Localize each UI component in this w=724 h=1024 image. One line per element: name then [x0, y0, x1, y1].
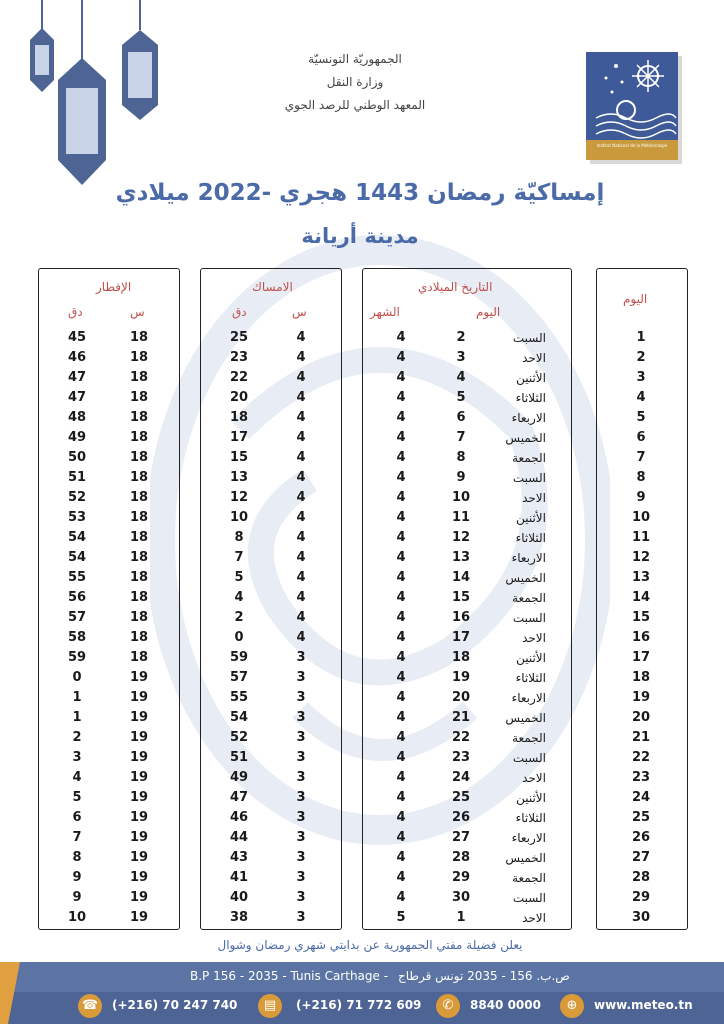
imsak-min-label: دق: [232, 305, 247, 319]
iftar-minute-cell: 10: [67, 910, 87, 925]
ramadan-day-cell: 28: [631, 870, 651, 885]
gregorian-day-cell: 30: [451, 890, 471, 905]
website-link[interactable]: www.meteo.tn: [594, 998, 693, 1012]
iftar-min-label: دق: [68, 305, 83, 319]
gregorian-day-cell: 29: [451, 870, 471, 885]
imsak-hour-cell: 3: [296, 890, 306, 905]
gregorian-day-label: اليوم: [476, 305, 501, 319]
ramadan-day-cell: 9: [636, 490, 646, 505]
gregorian-month-cell: 4: [396, 750, 406, 765]
weekday-cell: السبت: [512, 331, 546, 345]
weekday-cell: الثلاثاء: [515, 391, 546, 405]
weekday-cell: الخميس: [505, 851, 546, 865]
iftar-hour-cell: 18: [129, 590, 149, 605]
ramadan-day-column: [626, 328, 656, 928]
imsak-minute-cell: 43: [229, 850, 249, 865]
footer-address-bar: [0, 962, 724, 992]
iftar-hour-cell: 18: [129, 550, 149, 565]
imsak-minute-cell: 10: [229, 510, 249, 525]
imsak-hour-cell: 3: [296, 710, 306, 725]
gregorian-month-cell: 4: [396, 770, 406, 785]
iftar-minute-cell: 57: [67, 610, 87, 625]
iftar-hour-cell: 18: [129, 370, 149, 385]
gregorian-month-cell: 4: [396, 450, 406, 465]
imsak-minute-cell: 17: [229, 430, 249, 445]
imsak-hour-cell: 3: [296, 670, 306, 685]
header-ministry: وزارة النقل: [326, 75, 384, 89]
imsak-minute-cell: 12: [229, 490, 249, 505]
fax-icon: ▤: [258, 994, 282, 1018]
iftar-minute-cell: 53: [67, 510, 87, 525]
iftar-hour-cell: 18: [129, 630, 149, 645]
iftar-minute-cell: 55: [67, 570, 87, 585]
ramadan-day-cell: 6: [636, 430, 646, 445]
ramadan-day-cell: 27: [631, 850, 651, 865]
ramadan-day-cell: 26: [631, 830, 651, 845]
imsak-hour-cell: 4: [296, 530, 306, 545]
gregorian-header: التاريخ الميلادي: [418, 280, 493, 294]
iftar-minute-cell: 1: [72, 690, 82, 705]
iftar-hour-cell: 19: [129, 850, 149, 865]
gregorian-month-cell: 4: [396, 890, 406, 905]
gregorian-day-cell: 24: [451, 770, 471, 785]
iftar-minute-cell: 51: [67, 470, 87, 485]
ramadan-day-cell: 8: [636, 470, 646, 485]
header-institute: المعهد الوطني للرصد الجوي: [284, 98, 426, 112]
imsak-minute-cell: 55: [229, 690, 249, 705]
iftar-hour-cell: 19: [129, 710, 149, 725]
gregorian-day-cell: 2: [456, 330, 466, 345]
weekday-cell: الاحد: [522, 491, 546, 505]
gregorian-day-cell: 12: [451, 530, 471, 545]
imsak-hour-cell: 3: [296, 770, 306, 785]
weekday-cell: الأثنين: [516, 651, 546, 665]
iftar-minute-cell: 54: [67, 550, 87, 565]
imsak-minute-cell: 22: [229, 370, 249, 385]
imsak-minute-cell: 49: [229, 770, 249, 785]
ramadan-day-cell: 20: [631, 710, 651, 725]
imsak-hour-cell: 4: [296, 610, 306, 625]
iftar-minute-cell: 45: [67, 330, 87, 345]
weekday-cell: الخميس: [505, 711, 546, 725]
ramadan-day-cell: 23: [631, 770, 651, 785]
weekday-cell: الاربعاء: [511, 411, 546, 425]
lanterns-decoration: [20, 0, 180, 200]
weekday-cell: الثلاثاء: [515, 531, 546, 545]
imsak-minute-cell: 40: [229, 890, 249, 905]
imsak-minute-cell: 7: [234, 550, 244, 565]
gregorian-day-cell: 1: [456, 910, 466, 925]
iftar-hour-cell: 18: [129, 610, 149, 625]
ramadan-day-cell: 24: [631, 790, 651, 805]
iftar-minute-cell: 58: [67, 630, 87, 645]
gregorian-day-cell: 8: [456, 450, 466, 465]
iftar-minute-cell: 8: [72, 850, 82, 865]
iftar-minute-cell: 6: [72, 810, 82, 825]
weekday-cell: الاربعاء: [511, 691, 546, 705]
footer: [0, 962, 724, 1024]
imsak-hours-column: [286, 328, 316, 928]
weekday-cell: الأثنين: [516, 791, 546, 805]
gregorian-day-column: [446, 328, 476, 928]
iftar-minute-cell: 3: [72, 750, 82, 765]
weekday-cell: الثلاثاء: [515, 811, 546, 825]
gregorian-day-cell: 22: [451, 730, 471, 745]
imsak-minute-cell: 20: [229, 390, 249, 405]
weekday-cell: السبت: [512, 471, 546, 485]
imsak-minute-cell: 52: [229, 730, 249, 745]
ramadan-day-cell: 16: [631, 630, 651, 645]
weekday-cell: السبت: [512, 751, 546, 765]
imsak-minute-cell: 59: [229, 650, 249, 665]
imsak-minute-cell: 18: [229, 410, 249, 425]
iftar-minute-cell: 4: [72, 770, 82, 785]
gregorian-day-cell: 4: [456, 370, 466, 385]
gregorian-month-cell: 4: [396, 490, 406, 505]
imsak-minute-cell: 41: [229, 870, 249, 885]
gregorian-month-cell: 4: [396, 830, 406, 845]
imsak-hour-cell: 3: [296, 650, 306, 665]
imsak-hour-cell: 3: [296, 870, 306, 885]
gregorian-month-cell: 4: [396, 690, 406, 705]
imsak-minute-cell: 54: [229, 710, 249, 725]
weekday-cell: الجمعة: [512, 591, 546, 605]
imsak-minute-cell: 46: [229, 810, 249, 825]
gregorian-month-cell: 4: [396, 430, 406, 445]
iftar-hour-cell: 18: [129, 530, 149, 545]
iftar-box: [38, 268, 180, 930]
imsak-hour-cell: 4: [296, 370, 306, 385]
gregorian-day-cell: 20: [451, 690, 471, 705]
iftar-hour-cell: 18: [129, 430, 149, 445]
iftar-minute-cell: 52: [67, 490, 87, 505]
gregorian-day-cell: 11: [451, 510, 471, 525]
iftar-hour-cell: 18: [129, 330, 149, 345]
gregorian-day-cell: 25: [451, 790, 471, 805]
weekday-cell: الاحد: [522, 911, 546, 925]
iftar-hour-cell: 18: [129, 570, 149, 585]
phone-number-2[interactable]: (+216) 71 772 609: [296, 998, 422, 1012]
imsak-hour-cell: 3: [296, 850, 306, 865]
iftar-hour-label: س: [130, 305, 145, 319]
gregorian-month-cell: 4: [396, 330, 406, 345]
gregorian-month-cell: 4: [396, 850, 406, 865]
address-arabic: ص.ب. 156 - 2035 تونس قرطاج: [398, 969, 570, 983]
weekday-cell: السبت: [512, 891, 546, 905]
page-title: إمساكيّة رمضان 1443 هجري -2022 ميلادي: [115, 180, 605, 206]
weekday-cell: الاحد: [522, 351, 546, 365]
imsak-minute-cell: 2: [234, 610, 244, 625]
iftar-minute-cell: 7: [72, 830, 82, 845]
gregorian-month-cell: 4: [396, 610, 406, 625]
ramadan-day-cell: 22: [631, 750, 651, 765]
iftar-minute-cell: 0: [72, 670, 82, 685]
ramadan-day-cell: 1: [636, 330, 646, 345]
imsak-minute-cell: 23: [229, 350, 249, 365]
imsak-hour-cell: 3: [296, 730, 306, 745]
imsak-hour-cell: 4: [296, 410, 306, 425]
gregorian-month-cell: 4: [396, 650, 406, 665]
imsak-minute-cell: 13: [229, 470, 249, 485]
imsak-hour-cell: 3: [296, 750, 306, 765]
day-header: اليوم: [623, 292, 648, 306]
gregorian-day-cell: 16: [451, 610, 471, 625]
ramadan-day-cell: 5: [636, 410, 646, 425]
imsak-hour-cell: 4: [296, 390, 306, 405]
iftar-hour-cell: 19: [129, 830, 149, 845]
gregorian-month-cell: 5: [396, 910, 406, 925]
call-icon: ✆: [436, 994, 460, 1018]
address-french: B.P 156 - 2035 - Tunis Carthage -: [190, 969, 389, 983]
iftar-hour-cell: 19: [129, 870, 149, 885]
gregorian-month-cell: 4: [396, 510, 406, 525]
logo-band: [586, 140, 678, 160]
gregorian-month-cell: 4: [396, 410, 406, 425]
ramadan-day-cell: 3: [636, 370, 646, 385]
gregorian-month-cell: 4: [396, 730, 406, 745]
weekday-cell: الاحد: [522, 631, 546, 645]
weekday-cell: الجمعة: [512, 451, 546, 465]
imsak-hour-cell: 4: [296, 510, 306, 525]
phone-icon: ☎: [78, 994, 102, 1018]
gregorian-day-cell: 23: [451, 750, 471, 765]
iftar-hour-cell: 18: [129, 510, 149, 525]
imsak-hour-cell: 4: [296, 630, 306, 645]
imsak-hour-label: س: [292, 305, 307, 319]
weekday-cell: الاربعاء: [511, 831, 546, 845]
globe-icon: ⊕: [560, 994, 584, 1018]
imsak-box: [200, 268, 342, 930]
imsak-hour-cell: 3: [296, 830, 306, 845]
gregorian-day-cell: 27: [451, 830, 471, 845]
iftar-minute-cell: 47: [67, 370, 87, 385]
iftar-minute-cell: 59: [67, 650, 87, 665]
ramadan-day-cell: 10: [631, 510, 651, 525]
ramadan-day-cell: 18: [631, 670, 651, 685]
imsak-hour-cell: 4: [296, 350, 306, 365]
imsak-hour-cell: 3: [296, 810, 306, 825]
gregorian-day-cell: 3: [456, 350, 466, 365]
iftar-minute-cell: 47: [67, 390, 87, 405]
gregorian-day-cell: 14: [451, 570, 471, 585]
ramadan-day-cell: 4: [636, 390, 646, 405]
iftar-hour-cell: 19: [129, 670, 149, 685]
ramadan-day-cell: 15: [631, 610, 651, 625]
imsak-minute-cell: 47: [229, 790, 249, 805]
imsak-hour-cell: 4: [296, 470, 306, 485]
imsak-hour-cell: 4: [296, 330, 306, 345]
ramadan-day-cell: 30: [631, 910, 651, 925]
imsak-minute-cell: 5: [234, 570, 244, 585]
imsak-hour-cell: 4: [296, 570, 306, 585]
iftar-minute-cell: 9: [72, 870, 82, 885]
iftar-minute-cell: 54: [67, 530, 87, 545]
weekday-cell: السبت: [512, 611, 546, 625]
phone-number-3[interactable]: 8840 0000: [470, 998, 541, 1012]
ramadan-day-cell: 11: [631, 530, 651, 545]
iftar-minute-cell: 9: [72, 890, 82, 905]
ramadan-day-cell: 19: [631, 690, 651, 705]
gregorian-day-cell: 21: [451, 710, 471, 725]
gregorian-month-cell: 4: [396, 710, 406, 725]
imsak-hour-cell: 4: [296, 490, 306, 505]
iftar-hour-cell: 18: [129, 410, 149, 425]
gregorian-day-cell: 9: [456, 470, 466, 485]
iftar-hour-cell: 19: [129, 810, 149, 825]
iftar-minute-cell: 2: [72, 730, 82, 745]
iftar-hour-cell: 18: [129, 350, 149, 365]
imsak-minute-cell: 8: [234, 530, 244, 545]
ramadan-day-cell: 7: [636, 450, 646, 465]
weekday-column: [480, 328, 546, 928]
weekday-cell: الأثنين: [516, 511, 546, 525]
iftar-hour-cell: 19: [129, 730, 149, 745]
iftar-hour-cell: 18: [129, 390, 149, 405]
gregorian-month-cell: 4: [396, 630, 406, 645]
imsak-minute-cell: 25: [229, 330, 249, 345]
ministry-header: [230, 48, 480, 117]
weekday-cell: الخميس: [505, 431, 546, 445]
gregorian-month-cell: 4: [396, 590, 406, 605]
imsak-minute-cell: 4: [234, 590, 244, 605]
logo-star-icon: [586, 52, 678, 140]
iftar-minute-cell: 50: [67, 450, 87, 465]
gregorian-month-label: الشهر: [370, 305, 400, 319]
imsak-hour-cell: 3: [296, 790, 306, 805]
gregorian-day-cell: 28: [451, 850, 471, 865]
weekday-cell: الاربعاء: [511, 551, 546, 565]
iftar-minute-cell: 49: [67, 430, 87, 445]
imsak-header: الامساك: [252, 280, 293, 294]
iftar-minute-cell: 46: [67, 350, 87, 365]
imsak-minute-cell: 15: [229, 450, 249, 465]
gregorian-day-cell: 13: [451, 550, 471, 565]
gregorian-month-cell: 4: [396, 530, 406, 545]
gregorian-month-cell: 4: [396, 570, 406, 585]
imsak-hour-cell: 4: [296, 550, 306, 565]
logo-text: Institut National de la Météorologie: [596, 143, 668, 148]
imsak-minute-cell: 57: [229, 670, 249, 685]
iftar-minute-cell: 56: [67, 590, 87, 605]
iftar-hour-cell: 19: [129, 690, 149, 705]
imsak-minute-cell: 51: [229, 750, 249, 765]
weekday-cell: الجمعة: [512, 871, 546, 885]
weekday-cell: الخميس: [505, 571, 546, 585]
gregorian-day-cell: 5: [456, 390, 466, 405]
ramadan-day-cell: 29: [631, 890, 651, 905]
ramadan-day-cell: 17: [631, 650, 651, 665]
header-republic: الجمهوريّة التونسيّة: [308, 52, 402, 66]
ramadan-day-cell: 25: [631, 810, 651, 825]
gregorian-month-cell: 4: [396, 390, 406, 405]
gregorian-month-cell: 4: [396, 870, 406, 885]
iftar-hour-cell: 18: [129, 450, 149, 465]
gregorian-month-cell: 4: [396, 810, 406, 825]
imsak-hour-cell: 3: [296, 910, 306, 925]
iftar-hour-cell: 19: [129, 910, 149, 925]
city-subtitle: مدينة أريانة: [301, 224, 419, 248]
imsak-minutes-column: [224, 328, 254, 928]
weekday-cell: الأثنين: [516, 371, 546, 385]
ramadan-day-cell: 12: [631, 550, 651, 565]
iftar-hour-cell: 19: [129, 890, 149, 905]
imsak-minute-cell: 0: [234, 630, 244, 645]
iftar-hour-cell: 18: [129, 490, 149, 505]
gregorian-month-cell: 4: [396, 790, 406, 805]
gregorian-month-column: [386, 328, 416, 928]
imsak-minute-cell: 44: [229, 830, 249, 845]
weekday-cell: الجمعة: [512, 731, 546, 745]
imsak-minute-cell: 38: [229, 910, 249, 925]
iftar-hour-cell: 18: [129, 470, 149, 485]
gregorian-month-cell: 4: [396, 370, 406, 385]
iftar-hours-column: [124, 328, 154, 928]
iftar-hour-cell: 18: [129, 650, 149, 665]
iftar-minute-cell: 48: [67, 410, 87, 425]
gregorian-day-cell: 18: [451, 650, 471, 665]
ramadan-day-cell: 14: [631, 590, 651, 605]
iftar-hour-cell: 19: [129, 770, 149, 785]
gregorian-day-cell: 10: [451, 490, 471, 505]
gregorian-month-cell: 4: [396, 350, 406, 365]
gregorian-day-cell: 17: [451, 630, 471, 645]
imsak-hour-cell: 3: [296, 690, 306, 705]
ramadan-day-cell: 13: [631, 570, 651, 585]
imsak-hour-cell: 4: [296, 590, 306, 605]
ramadan-day-cell: 2: [636, 350, 646, 365]
iftar-minute-cell: 5: [72, 790, 82, 805]
iftar-minute-cell: 1: [72, 710, 82, 725]
gregorian-day-cell: 6: [456, 410, 466, 425]
imsak-hour-cell: 4: [296, 450, 306, 465]
inm-logo: [586, 52, 678, 160]
gregorian-month-cell: 4: [396, 550, 406, 565]
gregorian-day-cell: 26: [451, 810, 471, 825]
gregorian-day-cell: 15: [451, 590, 471, 605]
iftar-minutes-column: [62, 328, 92, 928]
mufti-notice: يعلن فضيلة مفتي الجمهورية عن بدايتي شهري رمضان وشوال: [217, 938, 523, 952]
iftar-hour-cell: 19: [129, 750, 149, 765]
imsak-hour-cell: 4: [296, 430, 306, 445]
gregorian-month-cell: 4: [396, 470, 406, 485]
gregorian-day-cell: 7: [456, 430, 466, 445]
iftar-header: الإفطار: [96, 280, 132, 294]
phone-number-1[interactable]: (+216) 70 247 740: [112, 998, 238, 1012]
gregorian-month-cell: 4: [396, 670, 406, 685]
ramadan-day-cell: 21: [631, 730, 651, 745]
iftar-hour-cell: 19: [129, 790, 149, 805]
weekday-cell: الثلاثاء: [515, 671, 546, 685]
gregorian-day-cell: 19: [451, 670, 471, 685]
weekday-cell: الاحد: [522, 771, 546, 785]
